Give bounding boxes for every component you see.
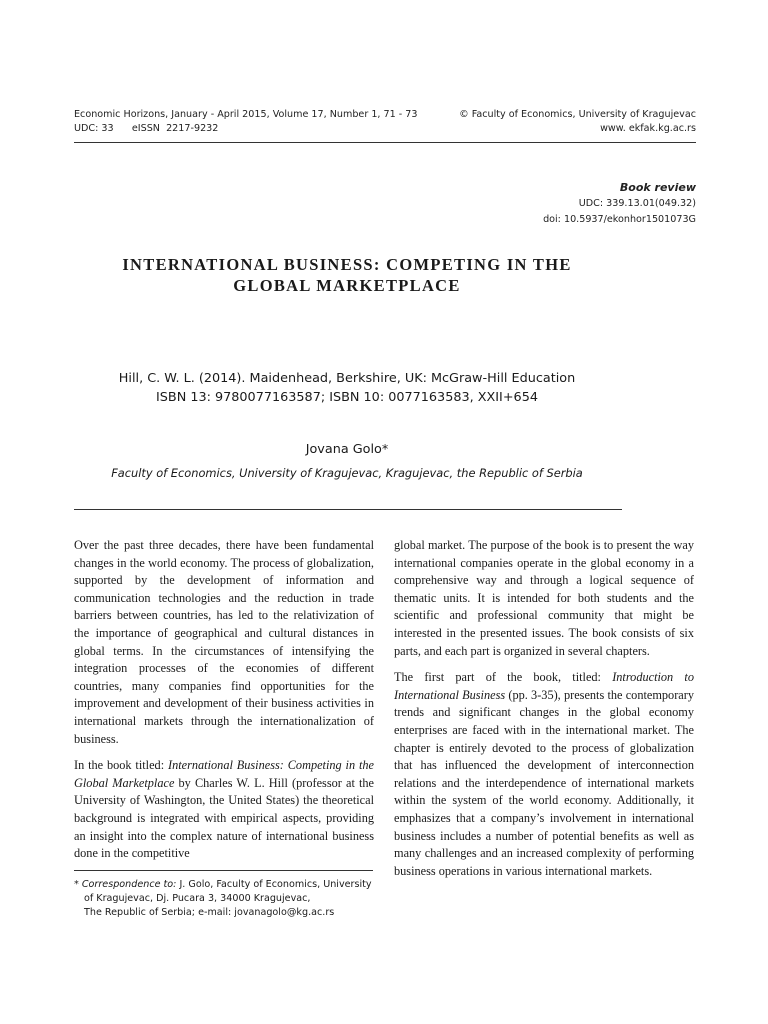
reference-citation: Hill, C. W. L. (2014). Maidenhead, Berkshire, UK: McGraw-Hill Education xyxy=(118,371,576,386)
publisher-website: www. ekfak.kg.ac.rs xyxy=(600,123,696,134)
footnote-line-3: The Republic of Serbia; e-mail: jovanagolo@kg.ac.rs xyxy=(84,907,335,918)
part-title-italic: Introduction to International Business xyxy=(394,670,694,702)
author-name: Jovana Golo* xyxy=(305,442,389,457)
article-title xyxy=(74,254,620,296)
footnote-divider xyxy=(74,870,373,871)
footnote-line-1 xyxy=(74,878,374,892)
journal-udc-eissn: UDC: 33 eISSN 2217-9232 xyxy=(74,123,219,134)
correspondence-footnote xyxy=(74,878,374,920)
title-line-2: GLOBAL MARKETPLACE xyxy=(233,276,461,295)
paragraph-2-text: by Charles W. L. Hill (professor at the University of Washington, the United States) the theoretical background is integrated with empirical aspects, providing an insight into the complex nature of international business done in the competitive xyxy=(74,775,375,861)
paragraph-3: global market. The purpose of the book is to present the way international companies operate in the global economy in a comprehensive way and through a logical sequence of thematic units. It is intended for both students and the scientific and professional community that might be interested in the presented issues. The book consists of six parts, and each part is organized in several chapters. xyxy=(394,538,694,658)
article-type: Book review xyxy=(619,181,696,194)
book-reference xyxy=(74,369,620,407)
paragraph-4-text: (pp. 3-35), presents the contemporary trends and significant changes in the global economy enterprises are faced with in the international market. The chapter is entirely devoted to the process of globalization that has influenced the development of interconnection relations and the interdependence of international markets within the system of the world economy. Additionally, it emphasizes that a company’s involvement in international business includes a number of potential benefits as well as many challenges and an increased complexity of performing business operations in various international markets. xyxy=(394,687,694,878)
journal-header xyxy=(74,108,418,136)
article-doi: doi: 10.5937/ekonhor1501073G xyxy=(543,214,696,225)
article-udc: UDC: 339.13.01(049.32) xyxy=(578,198,696,209)
paragraph-2 xyxy=(74,757,374,863)
body-column-left xyxy=(74,537,374,872)
publisher-header xyxy=(459,108,696,136)
title-line-1: INTERNATIONAL BUSINESS: COMPETING IN THE xyxy=(122,255,572,274)
footnote-text-1: J. Golo, Faculty of Economics, University xyxy=(176,879,372,890)
author-affiliation: Faculty of Economics, University of Kragujevac, Kragujevac, the Republic of Serbia xyxy=(111,466,583,480)
footnote-line-2: of Kragujevac, Dj. Pucara 3, 34000 Kragujevac, xyxy=(84,893,311,904)
paragraph-4 xyxy=(394,669,694,880)
paragraph-4-intro: The first part of the book, titled: xyxy=(394,670,613,685)
footnote-label: * Correspondence to: xyxy=(74,879,177,890)
review-meta xyxy=(543,180,696,228)
paragraph-2-intro: In the book titled: xyxy=(74,758,168,773)
publisher-name: © Faculty of Economics, University of Kragujevac xyxy=(459,109,696,120)
body-column-right xyxy=(394,537,694,889)
journal-citation: Economic Horizons, January - April 2015, Volume 17, Number 1, 71 - 73 xyxy=(74,109,418,120)
header-divider xyxy=(74,142,696,143)
paragraph-1: Over the past three decades, there have been fundamental changes in the world economy. The process of globalization, supported by the development of information and communication technologies and the reduction in trade barriers between countries, has led to the relativization of the importance of geographical and cultural distances in global terms. In the circumstances of intensifying the integration processes of the economies of different countries, many companies find opportunities for the improvement and development of their business activities in international markets through the internationalization of business. xyxy=(74,538,374,746)
reference-isbn: ISBN 13: 9780077163587; ISBN 10: 0077163583, XXII+654 xyxy=(156,390,538,405)
book-title-italic: International Business: Competing in the Global Marketplace xyxy=(74,758,374,790)
title-divider xyxy=(74,509,622,510)
